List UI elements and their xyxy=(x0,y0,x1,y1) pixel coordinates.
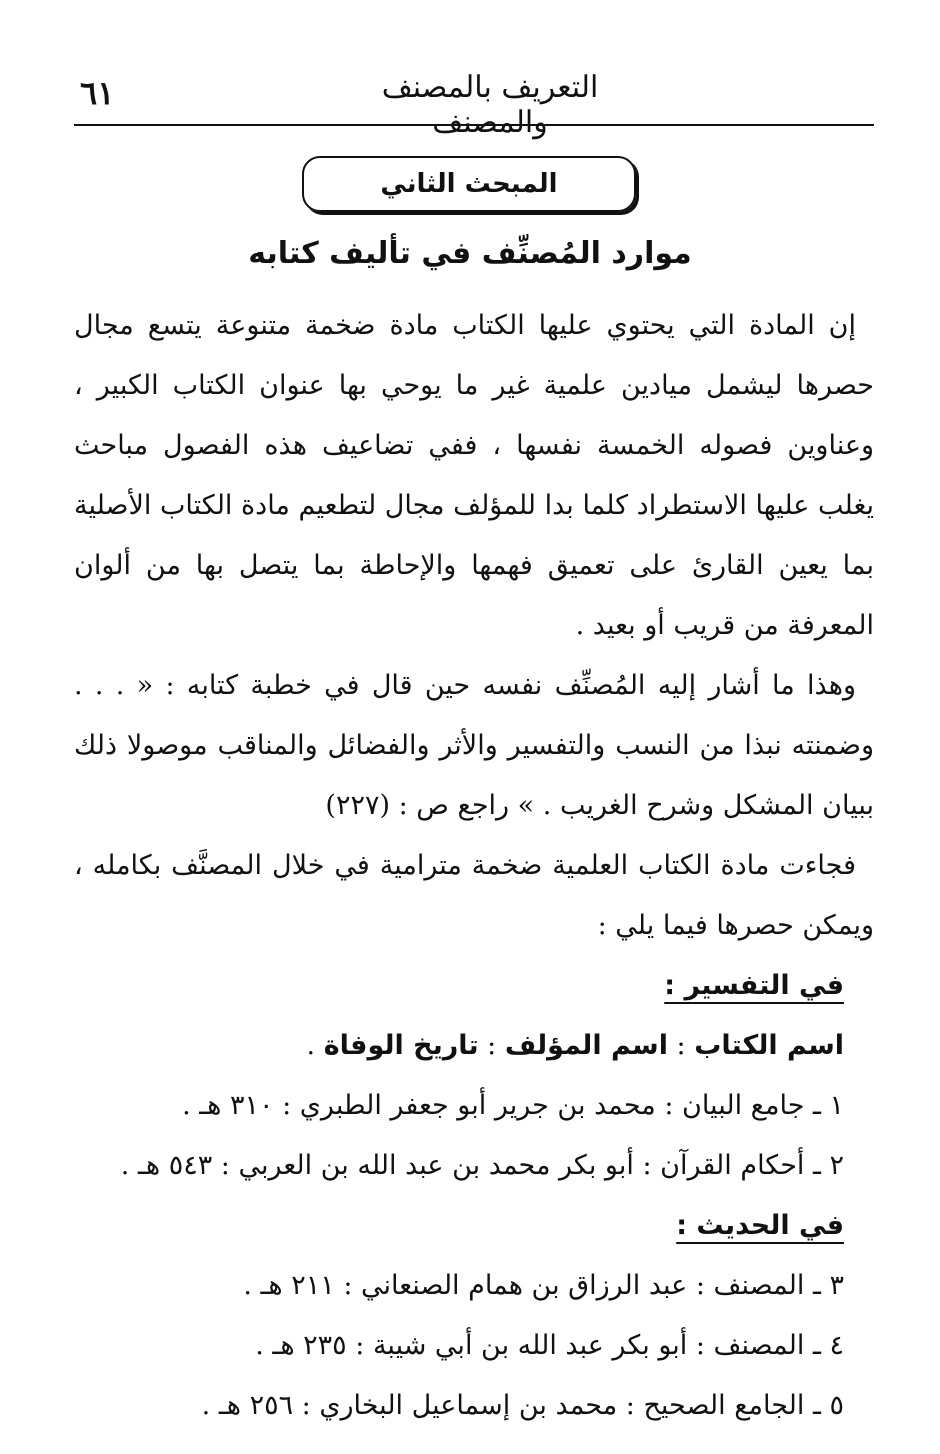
caption-end: . xyxy=(306,1030,324,1061)
caption-author: اسم المؤلف xyxy=(504,1030,668,1061)
caption-date: تاريخ الوفاة xyxy=(323,1030,479,1061)
list-item: ٣ ـ المصنف : عبد الرزاق بن همام الصنعاني : ٢١١ هـ . xyxy=(243,1270,844,1301)
list-item: ٥ ـ الجامع الصحيح : محمد بن إسماعيل البخاري : ٢٥٦ هـ . xyxy=(201,1390,844,1421)
caption-separator: : xyxy=(667,1030,695,1061)
paragraph-3: فجاءت مادة الكتاب العلمية ضخمة مترامية في خلال المصنَّف بكامله ، ويمكن حصرها فيما يلي : xyxy=(74,850,874,941)
running-title: التعريف بالمصنف والمصنف xyxy=(381,70,599,140)
header-rule xyxy=(74,124,874,126)
list-item: ٤ ـ المصنف : أبو بكر عبد الله بن أبي شيبة : ٢٣٥ هـ . xyxy=(255,1330,844,1361)
section-heading: المبحث الثاني xyxy=(380,169,558,199)
body-text xyxy=(74,296,874,1436)
list-item: ١ ـ جامع البيان : محمد بن جرير أبو جعفر الطبري : ٣١٠ هـ . xyxy=(182,1090,844,1121)
tafsir-caption xyxy=(74,1016,874,1076)
section-heading-box xyxy=(302,156,636,212)
hadith-heading: في الحديث : xyxy=(676,1210,844,1241)
paragraph-2: وهذا ما أشار إليه المُصنِّف نفسه حين قال في خطبة كتابه : « . . . وضمنته نبذا من النسب والتفسير والأثر والفضائل والمناقب موصولا ذلك ببيان المشكل وشرح الغريب . » راجع ص : (٢٢٧) xyxy=(74,670,874,821)
page-number: ٦١ xyxy=(80,74,115,112)
caption-separator: : xyxy=(478,1030,505,1061)
paragraph-1: إن المادة التي يحتوي عليها الكتاب مادة ضخمة متنوعة يتسع مجال حصرها ليشمل ميادين علمية غير ما يوحي بها عنوان الكتاب الكبير ، وعناوين فصوله الخمسة نفسها ، ففي تضاعيف هذه الفصول مباحث يغلب عليها الاستطراد كلما بدا للمؤلف مجال لتطعيم مادة الكتاب الأصلية بما يعين القارئ على تعميق فهمها والإحاطة بما يتصل بها من ألوان المعرفة من قريب أو بعيد . xyxy=(74,310,875,641)
caption-book: اسم الكتاب xyxy=(694,1030,844,1061)
list-item: ٢ ـ أحكام القرآن : أبو بكر محمد بن عبد الله بن العربي : ٥٤٣ هـ . xyxy=(120,1150,844,1181)
tafsir-heading: في التفسير : xyxy=(664,970,844,1001)
chapter-title: موارد المُصنِّف في تأليف كتابه xyxy=(248,236,692,271)
